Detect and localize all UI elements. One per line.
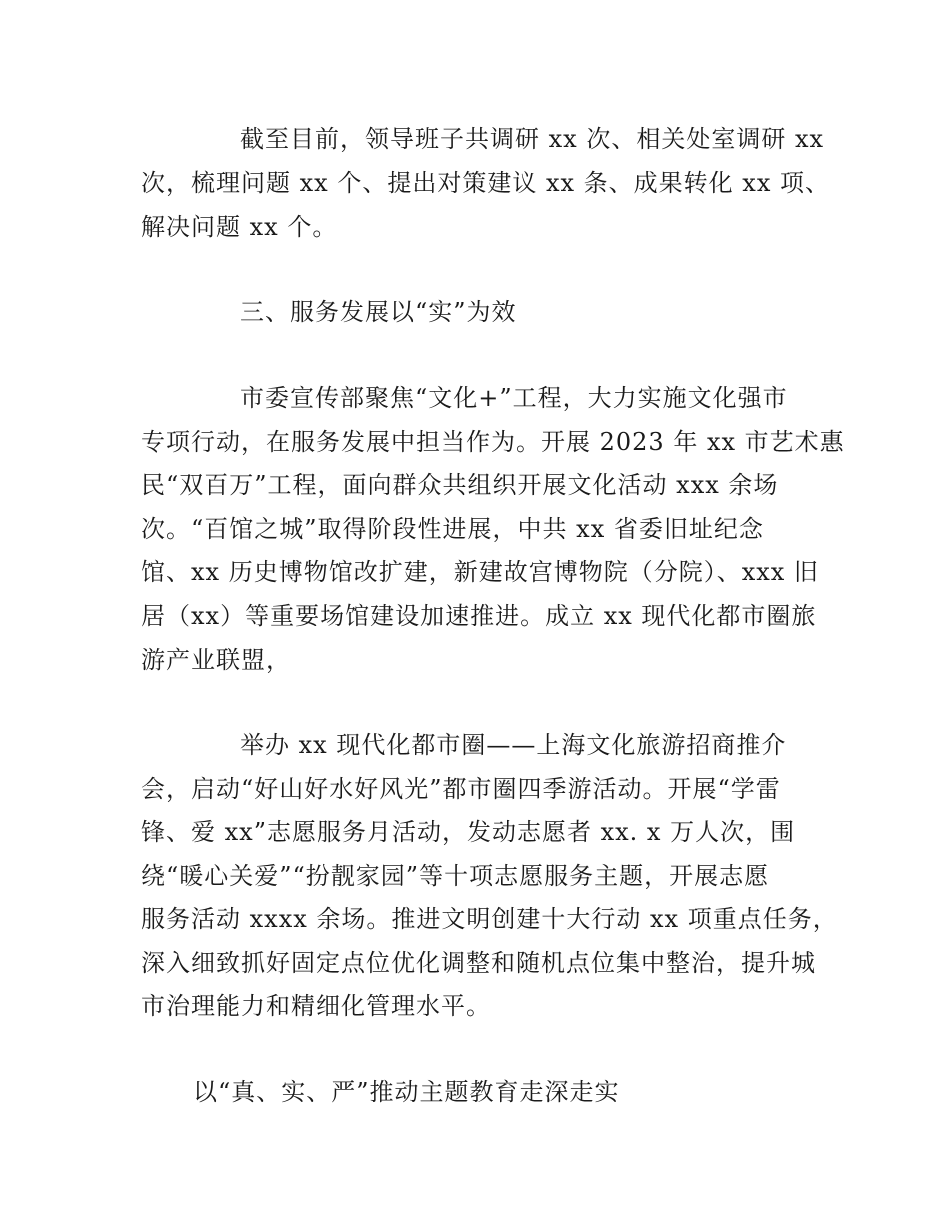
closing-heading: 以“真、实、严”推动主题教育走深走实	[193, 1078, 620, 1106]
paragraph-2-line-3: 民“双百万”工程，面向群众共组织开展文化活动 xxx 余场	[141, 471, 779, 499]
paragraph-2-line-7: 游产业联盟，	[141, 646, 291, 674]
paragraph-2-line-6: 居（xx）等重要场馆建设加速推进。成立 xx 现代化都市圈旅	[141, 602, 817, 630]
paragraph-3-line-4: 绕“暖心关爱”“扮靓家园”等十项志愿服务主题，开展志愿	[141, 862, 770, 890]
paragraph-3-line-6: 深入细致抓好固定点位优化调整和随机点位集中整治，提升城	[141, 949, 816, 977]
paragraph-3-line-2: 会，启动“好山好水好风光”都市圈四季游活动。开展“学雷	[141, 775, 781, 803]
paragraph-1-line-3: 解决问题 xx 个。	[141, 213, 338, 241]
paragraph-2-line-5: 馆、xx 历史博物馆改扩建，新建故宫博物院（分院）、xxx 旧	[141, 558, 819, 586]
paragraph-3-line-5: 服务活动 xxxx 余场。推进文明创建十大行动 xx 项重点任务，	[141, 905, 838, 933]
paragraph-2-line-2: 专项行动，在服务发展中担当作为。开展 2023 年 xx 市艺术惠	[141, 428, 845, 456]
section-heading-3: 三、服务发展以“实”为效	[240, 298, 517, 326]
paragraph-1-line-2: 次，梳理问题 xx 个、提出对策建议 xx 条、成果转化 xx 项、	[141, 169, 830, 197]
paragraph-3-line-1: 举办 xx 现代化都市圈——上海文化旅游招商推介	[240, 731, 787, 759]
paragraph-1-line-1: 截至目前，领导班子共调研 xx 次、相关处室调研 xx	[240, 125, 825, 153]
paragraph-2-line-4: 次。“百馆之城”取得阶段性进展，中共 xx 省委旧址纪念	[141, 515, 764, 543]
paragraph-2-line-1: 市委宣传部聚焦“文化+”工程，大力实施文化强市	[240, 384, 788, 412]
paragraph-3-line-3: 锋、爱 xx”志愿服务月活动，发动志愿者 xx. x 万人次，围	[141, 818, 796, 846]
paragraph-3-line-7: 市治理能力和精细化管理水平。	[141, 992, 491, 1020]
